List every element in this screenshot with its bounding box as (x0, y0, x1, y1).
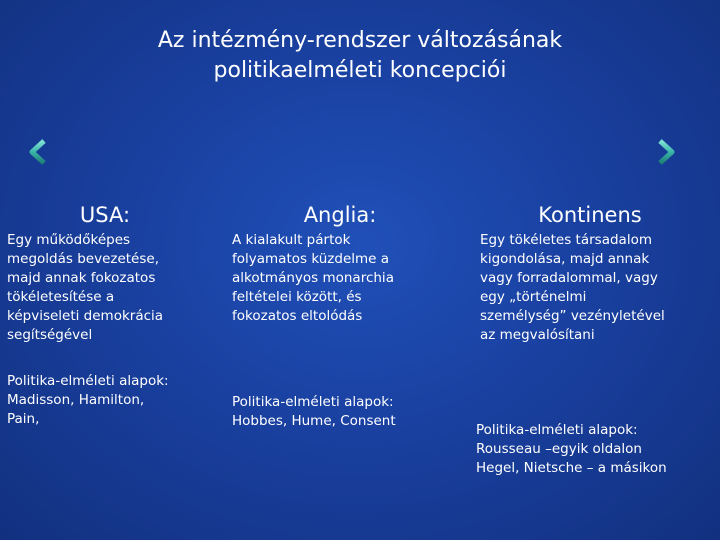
kontinens-description: Egy tökéletes társadalom kigondolása, majd annak vagy forradalommal, vagy egy „történelmi személység” vezényletével az megvalósítani (480, 232, 665, 343)
kontinens-heading: Kontinens (538, 203, 642, 227)
anglia-theory: Politika-elméleti alapok: Hobbes, Hume, Consent (232, 394, 396, 429)
usa-description: Egy működőképes megoldás bevezetése, majd annak fokozatos tökéletesítése a képviseleti demokrácia segítségével (7, 232, 164, 343)
double-arrow-icon (28, 138, 676, 166)
title-line-1: Az intézmény-rendszer változásának (157, 28, 563, 53)
slide-title (60, 26, 660, 86)
usa-theory: Politika-elméleti alapok: Madisson, Hamilton, Pain, (7, 373, 169, 427)
usa-heading: USA: (79, 203, 131, 227)
anglia-heading: Anglia: (303, 203, 377, 227)
anglia-description: A kialakult pártok folyamatos küzdelme a alkotmányos monarchia feltételei között, és fokozatos eltolódás (232, 232, 394, 324)
title-line-2: politikaelméleti koncepciói (213, 58, 507, 83)
kontinens-theory: Politika-elméleti alapok: Rousseau –egyik oldalon Hegel, Nietsche – a másikon (476, 422, 667, 476)
